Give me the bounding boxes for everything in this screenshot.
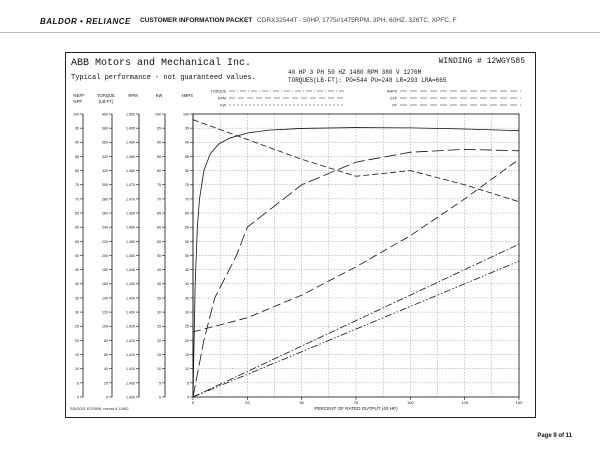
y-tick-label: 200 [102,253,108,258]
y-axis-title: (LB-FT) [98,99,114,104]
x-axis [192,397,523,411]
y-tick-label: 40 [104,367,108,372]
y-tick-label: 95 [75,126,79,131]
y-axis-title: RPM [128,93,138,98]
torques-line: TORQUES(LB-FT): PO=544 PU=248 LR=293 LRA=665 [288,77,447,84]
y-tick-label: 90 [185,140,189,145]
x-tick-label: 0 [191,400,195,405]
y-tick-label: 20 [75,338,79,343]
y-tick-label: 50 [185,253,189,258]
y-tick-label: 100 [73,112,79,117]
x-tick-label: 75 [353,400,359,405]
y-tick-label: 1,490 [126,140,135,145]
y-tick-label: 1,455 [126,239,135,244]
y-tick-label: 1,470 [126,197,135,202]
y-tick-label: 60 [104,352,108,357]
y-tick-label: 380 [102,126,108,131]
y-tick-label: 1,485 [126,154,135,159]
y-tick-label: 20 [185,338,189,343]
winding-number: WINDING # 12WGY585 [438,57,525,66]
y-tick-label: 60 [75,225,79,230]
rating-line: 40 HP 3 PH 50 HZ 1480 RPM 380 V 1276M [288,69,422,76]
y-tick-label: 1,435 [126,296,135,301]
y-tick-label: 400 [102,112,108,117]
packet-header [0,14,600,32]
y-tick-label: 25 [185,324,189,329]
y-tick-label: 55 [157,239,161,244]
y-tick-label: 5 [159,381,161,386]
y-tick-label: 40 [185,282,189,287]
y-tick-label: 40 [75,282,79,287]
legend-label: TORQUE [210,89,226,94]
y-tick-label: 80 [104,338,108,343]
y-tick-label: 35 [157,296,161,301]
y-tick-label: 1,450 [126,253,135,258]
y-tick-label: 30 [75,310,79,315]
y-tick-label: 70 [185,197,189,202]
y-tick-label: 70 [157,197,161,202]
y-tick-label: 100 [155,112,161,117]
packet-title: CUSTOMER INFORMATION PACKET [140,17,253,24]
y-tick-label: 30 [185,310,189,315]
y-tick-label: 1,440 [126,282,135,287]
y-tick-label: 1,415 [126,352,135,357]
y-tick-label: 1,430 [126,310,135,315]
y-tick-label: 1,480 [126,169,135,173]
y-tick-label: 1,410 [126,367,135,372]
y-tick-label: 85 [75,154,79,159]
y-tick-label: 20 [104,381,108,386]
y-tick-label: 280 [102,197,108,202]
y-tick-label: 1,475 [126,183,135,188]
y-tick-label: 10 [157,367,161,372]
y-tick-label: 60 [185,225,189,230]
y-tick-label: 1,405 [126,381,135,386]
curve-legend [211,90,521,108]
y-tick-label: 35 [75,296,79,301]
y-tick-label: 55 [185,239,189,244]
y-tick-label: 260 [102,211,108,216]
y-tick-label: 35 [185,296,189,301]
y-tick-label: 180 [102,268,108,273]
y-tick-label: 320 [102,169,108,173]
y-tick-label: 50 [157,253,161,258]
y-tick-label: 1,425 [126,324,135,329]
y-tick-label: 45 [157,268,161,273]
y-tick-label: 5 [187,381,189,386]
y-axis-title: TORQUE [97,93,115,98]
company-name: ABB Motors and Mechanical Inc. [71,58,252,69]
performance-chart [66,53,535,417]
y-tick-label: 25 [75,324,79,329]
y-tick-label: 100 [102,324,108,329]
y-axes [73,93,193,399]
y-tick-label: 1,465 [126,211,135,216]
y-tick-label: 70 [75,197,79,202]
y-tick-label: 5 [77,381,79,386]
record-note: S/D/2021 ECR006, record # 11982 [70,407,129,411]
y-tick-label: 65 [157,211,161,216]
y-axis-title: %EFF [73,93,85,98]
x-tick-label: 100 [406,400,414,405]
y-tick-label: 0 [77,395,79,400]
y-tick-label: 10 [185,367,189,372]
y-tick-label: 15 [157,352,161,357]
y-tick-label: 0 [187,395,189,400]
y-tick-label: 140 [102,296,108,301]
y-tick-label: 1,445 [126,268,135,273]
chart-grid [193,114,519,397]
disclaimer: Typical performance - not guaranteed values. [71,74,256,82]
performance-sheet [65,52,536,418]
y-tick-label: 220 [102,239,108,244]
y-tick-label: 80 [75,169,79,173]
y-tick-label: 85 [157,154,161,159]
page-number: Page 9 of 11 [537,433,572,439]
y-tick-label: 80 [185,169,189,173]
y-tick-label: 55 [75,239,79,244]
x-axis-label: PERCENT OF RATED OUTPUT (40 HP) [314,406,398,411]
x-tick-label: 50 [299,400,304,405]
x-tick-label: 25 [245,400,250,405]
x-tick-label: 150 [515,400,523,405]
y-tick-label: 75 [157,183,161,188]
y-axis-title: %PF [73,99,83,104]
y-tick-label: 75 [75,183,79,188]
y-tick-label: 160 [102,282,108,287]
y-axis-title: KW [155,93,163,98]
y-tick-label: 15 [185,352,189,357]
series-line [193,261,519,397]
y-tick-label: 65 [185,211,189,216]
y-tick-label: 90 [157,140,161,145]
y-tick-label: 0 [106,395,108,400]
y-tick-label: 0 [159,395,161,400]
y-tick-label: 60 [157,225,161,230]
legend-label: KW [220,103,226,108]
y-tick-label: 100 [183,112,189,117]
y-tick-label: 65 [75,211,79,216]
y-tick-label: 1,500 [126,112,135,117]
legend-label: AMPS [386,89,397,94]
y-tick-label: 95 [185,126,189,131]
legend-label: RPM [218,96,226,101]
brand-logo: BALDOR • RELIANCE [40,17,131,26]
y-tick-label: 240 [102,225,108,230]
header-divider [0,32,600,33]
y-tick-label: 80 [157,169,161,173]
y-tick-label: 1,420 [126,338,135,343]
product-description: CDRX32544T - 50HP, 1775//1475RPM, 3PH, 60HZ, 326TC, XPFC, F [257,17,457,24]
y-tick-label: 1,400 [126,395,135,400]
legend-label: EFF [390,96,397,101]
y-tick-label: 85 [185,154,189,159]
y-tick-label: 340 [102,154,108,159]
y-tick-label: 120 [102,310,108,315]
y-tick-label: 25 [157,324,161,329]
y-tick-label: 45 [185,268,189,273]
legend-label: PF [392,103,397,108]
y-tick-label: 95 [157,126,161,131]
y-tick-label: 40 [157,282,161,287]
x-tick-label: 125 [461,400,469,405]
y-tick-label: 20 [157,338,161,343]
y-tick-label: 45 [75,268,79,273]
y-tick-label: 300 [102,183,108,188]
y-tick-label: 75 [185,183,189,188]
y-axis-title: AMPS [181,93,193,98]
y-tick-label: 360 [102,140,108,145]
y-tick-label: 15 [75,352,79,357]
y-tick-label: 1,460 [126,225,135,230]
y-tick-label: 1,495 [126,126,135,131]
y-tick-label: 90 [75,140,79,145]
y-tick-label: 30 [157,310,161,315]
y-tick-label: 50 [75,253,79,258]
y-tick-label: 10 [75,367,79,372]
